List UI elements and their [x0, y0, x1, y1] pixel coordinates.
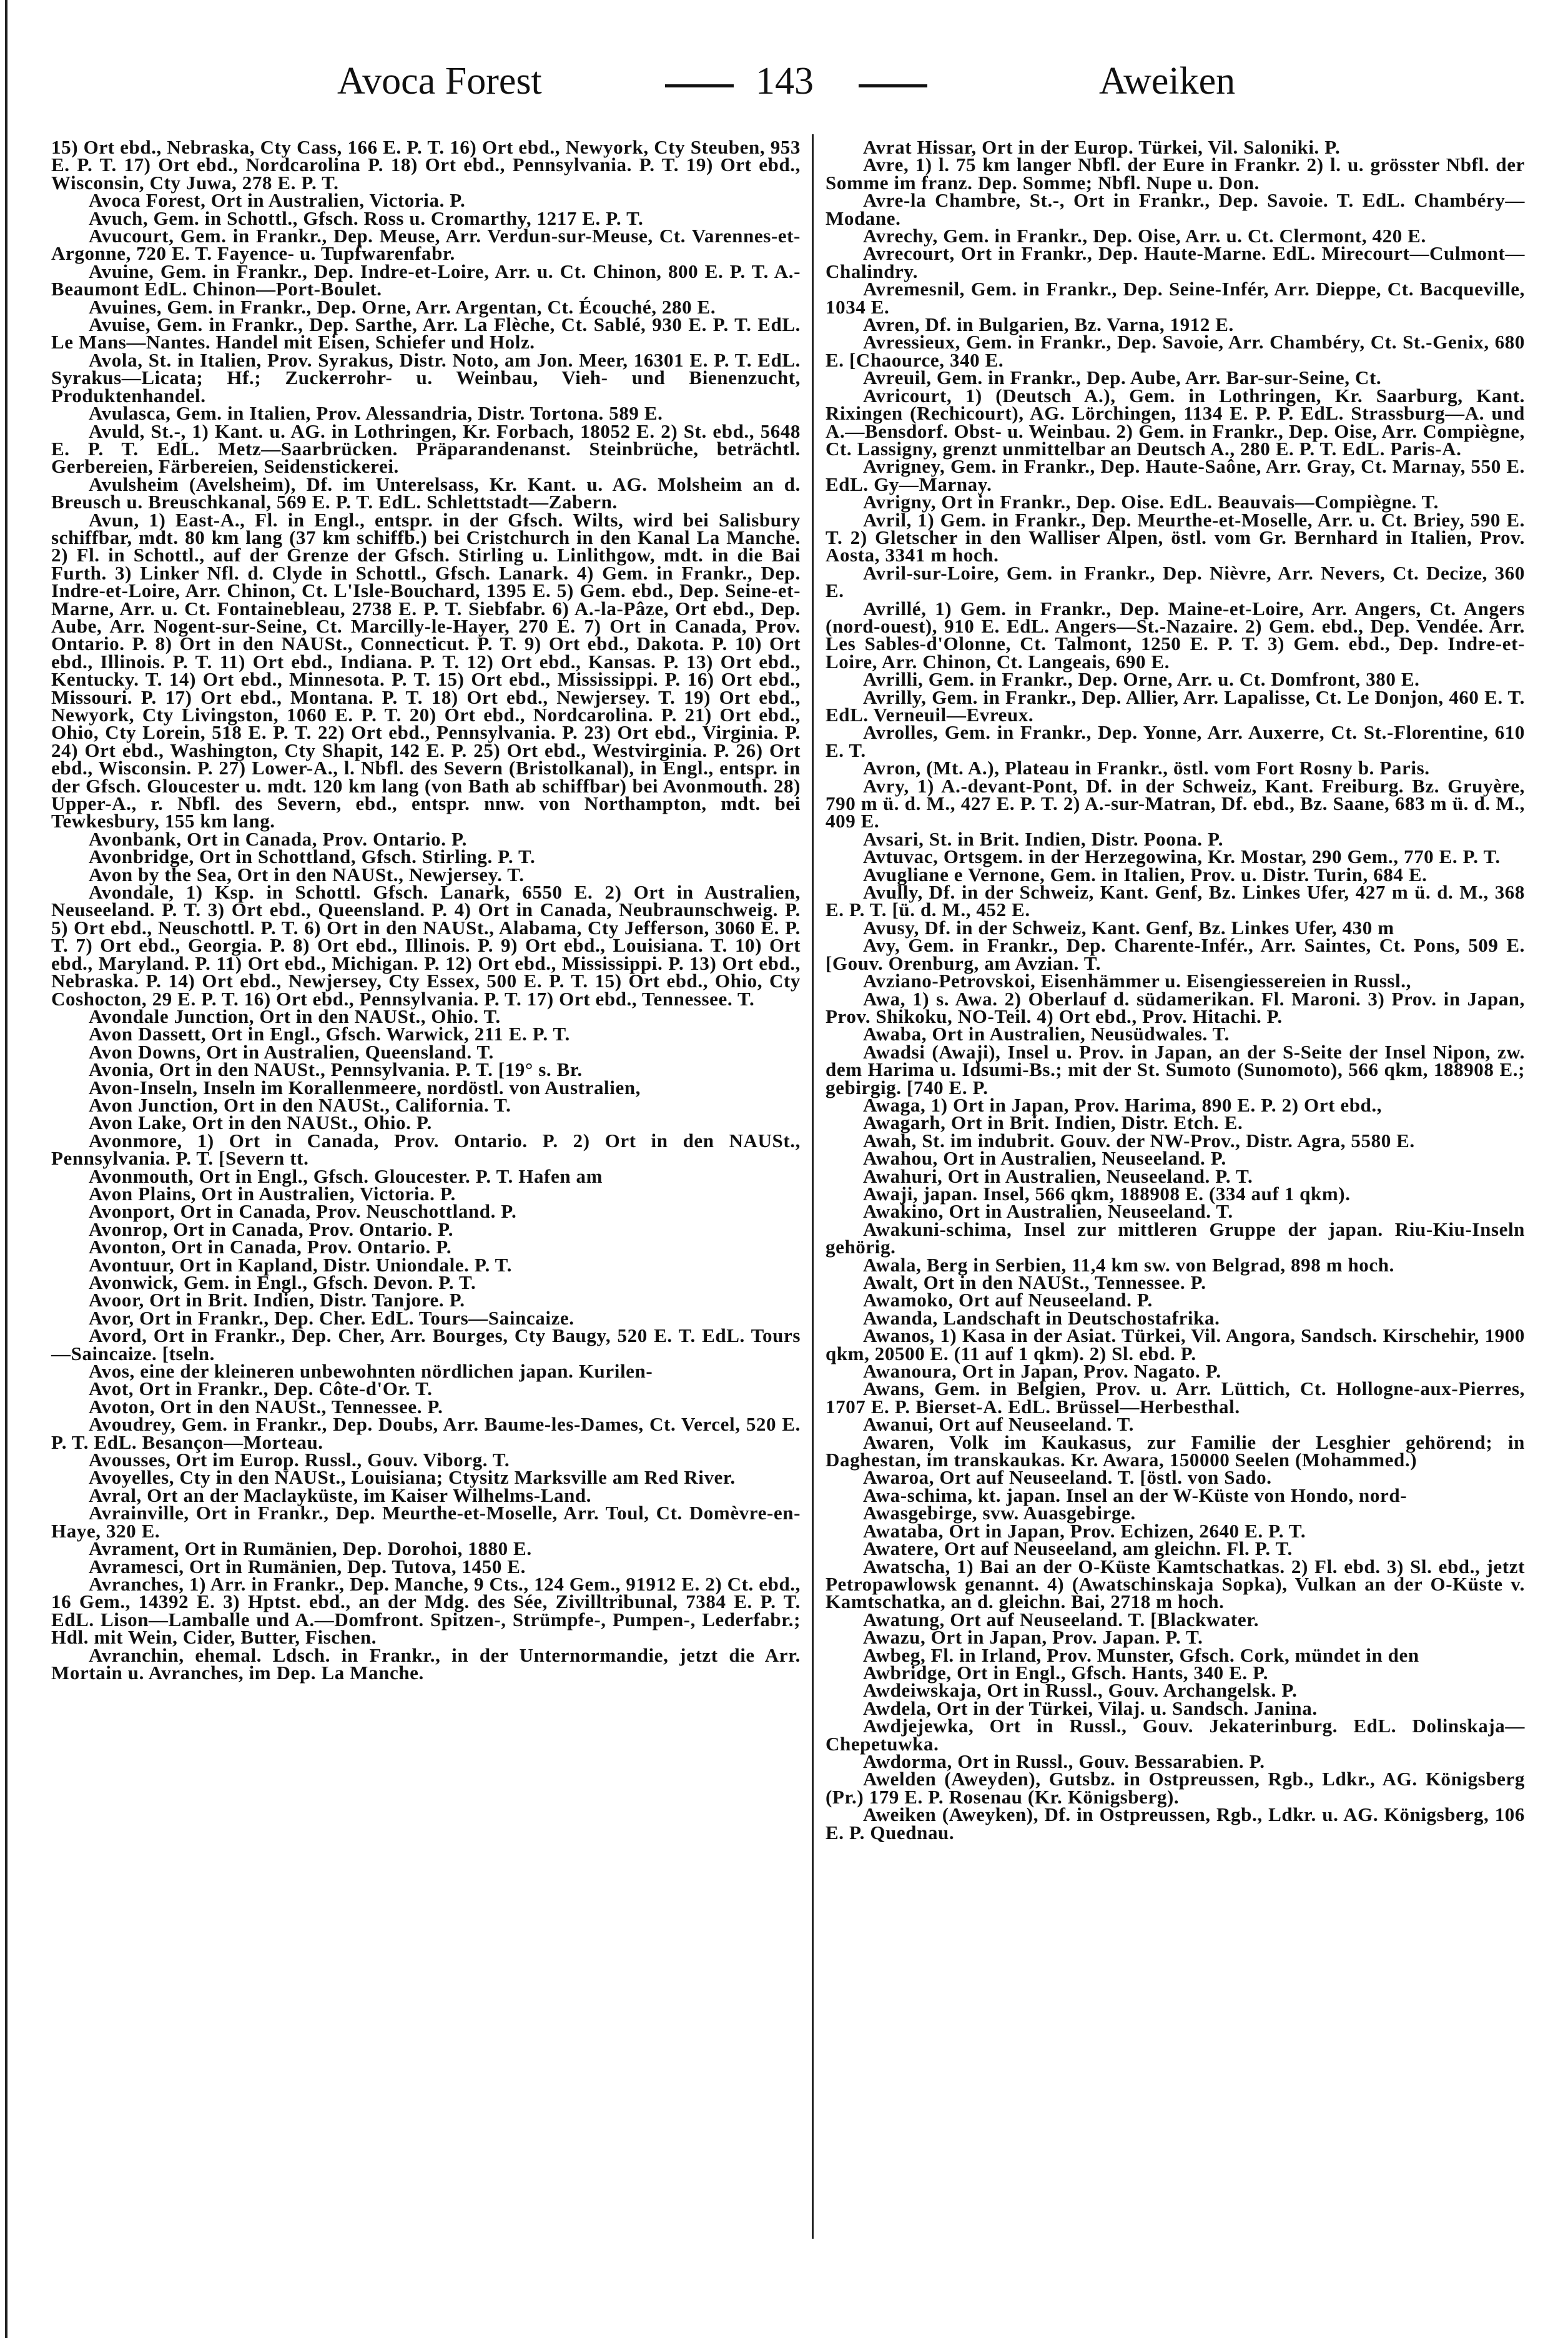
entry-text: Ort in Frankr., Dep. Haute-Marne. EdL. Mirecourt—Culmont—Chalindry.	[826, 242, 1525, 282]
entry-text: 1) s. Awa. 2) Oberlauf d. südamerikan. Fl. Maroni. 3) Prov. in Japan, Prov. Shikoku, NO-Teil. 4) Ort ebd., Prov. Hitachi. P.	[826, 987, 1525, 1027]
entry-text: Gem. in Frankr., Dep. Oise, Arr. u. Ct. Clermont, 420 E.	[937, 225, 1426, 247]
entry-text: Ort auf Neuseeland. P.	[953, 1289, 1153, 1311]
entry-headword: Awa,	[863, 987, 906, 1010]
entry-text: Gem. in Frankr., Dep. Allier, Arr. Lapalisse, Ct. Le Donjon, 460 E. T. EdL. Verneuil—Evreux.	[826, 686, 1525, 726]
entry-text: St. in Brit. Indien, Distr. Poona. P.	[924, 827, 1224, 850]
entry-text: Ort in den NAUSt., Tennessee. P.	[155, 1395, 443, 1418]
entry-text: Ort auf Neuseeland. T. [östl. von Sado.	[934, 1466, 1272, 1489]
entry-headword: Avon by the Sea,	[89, 863, 232, 885]
entry-text: Ort in Engl., Gfsch. Gloucester. P. T. Hafen am	[194, 1165, 603, 1187]
entry-text: Ort in Russl., Gouv. Archangelsk. P.	[982, 1679, 1298, 1702]
entry-text: Gem. in Italien, Prov. u. Distr. Turin, 684 E.	[1045, 863, 1427, 885]
entry-text: Ort in Australien, Victoria. P.	[196, 1182, 456, 1205]
entry-headword: Avral,	[89, 1484, 142, 1506]
entry-text: Ort an der Maclayküste, im Kaiser Wilhelms-Land.	[141, 1484, 592, 1506]
entry-headword: Avranches,	[89, 1572, 184, 1595]
entry-headword: Avrament,	[89, 1537, 180, 1560]
entry-headword: Avrolles,	[863, 721, 939, 744]
entry-headword: Awakino,	[863, 1200, 944, 1223]
entry-headword: Avuine,	[89, 260, 154, 282]
entry-headword: Awdeiwskaja,	[863, 1679, 982, 1702]
entry-headword: Avusy,	[863, 916, 920, 939]
gazetteer-entry	[826, 1218, 1525, 1258]
entry-text: 1) Ksp. in Schottl. Gfsch. Lanark, 6550 E. 2) Ort in Australien, Neuseeland. P. T. 3) Ort ebd., Queensland. P. 4) Ort in Canada, Neubraunschweig. P. 5) Ort ebd., Neuschottl. P. T. 6) Ort in den NAUSt., Alabama, Cty Jefferson, 3060 E. P. T. 7) Ort ebd., Georgia. P. 8) Ort ebd., Illinois. P. 9) Ort ebd., Louisiana. T. 10) Ort ebd., Maryland. P. 11) Ort ebd., Michigan. P. 12) Ort ebd., Mississippi. P. 13) Ort ebd., Nebraska. P. 14) Ort ebd., Newjersey, Cty Essex, 500 E. P. T. 15) Ort ebd., Ohio, Cty Coshocton, 29 E. P. T. 16) Ort ebd., Pennsylvania. P. T. 17) Ort ebd., Tennessee. T.	[51, 881, 801, 1010]
entry-text: Df. in der Schweiz, Kant. Genf, Bz. Linkes Ufer, 430 m	[919, 916, 1394, 939]
entry-headword: Avre-la Chambre, St.-,	[863, 189, 1065, 212]
entry-headword: Avziano-Petrovskoi,	[863, 970, 1036, 992]
entry-headword: Avuines,	[89, 295, 162, 318]
entry-headword: Avulsheim (Avelsheim),	[89, 473, 296, 495]
entry-text: Ort in den NAUSt., Pennsylvania. P. T. [19° s. Br.	[154, 1058, 583, 1081]
entry-headword: Awdela,	[863, 1697, 932, 1719]
entry-text: Ort auf Neuseeland. T. [Blackwater.	[944, 1608, 1260, 1630]
entry-text: Ort im Europ. Russl., Gouv. Viborg. T.	[170, 1449, 510, 1471]
entry-text: Gem. in Frankr., Dep. Nièvre, Arr. Nevers, Ct. Decize, 360 E.	[826, 561, 1525, 602]
gazetteer-entry	[826, 774, 1525, 832]
entry-text: Ort in Brit. Indien, Distr. Etch. E.	[945, 1112, 1243, 1134]
entry-headword: Awagarh,	[863, 1112, 946, 1134]
entry-headword: Avola,	[89, 348, 143, 371]
entry-headword: Avon-Inseln,	[89, 1076, 198, 1098]
entry-headword: Avrechy,	[863, 225, 938, 247]
entry-headword: Awah,	[863, 1129, 917, 1152]
entry-headword: Avuld, St.-,	[89, 420, 186, 442]
entry-text: Ort in Japan, Prov. Japan. P. T.	[925, 1626, 1203, 1649]
entry-headword: Avrillé,	[863, 597, 927, 619]
entry-text: 1) Ort in Japan, Prov. Harima, 890 E. P. 2) Ort ebd.,	[925, 1093, 1383, 1116]
entry-text: Ort in Kapland, Distr. Uniondale. P. T.	[174, 1253, 513, 1276]
entry-text: Df. in Bulgarien, Bz. Varna, 1912 E.	[920, 313, 1234, 336]
entry-headword: Avrat Hissar,	[863, 136, 977, 158]
entry-headword: Avoca Forest,	[89, 189, 206, 212]
entry-headword: Avonmore,	[89, 1129, 182, 1152]
entry-headword: Avon Downs,	[89, 1040, 202, 1063]
entry-text: 1) Kasa in der Asiat. Türkei, Vil. Angora, Sandsch. Kirschehir, 1900 qkm, 20500 E. (11 auf 1 qkm). 2) Sl. ebd. P.	[826, 1324, 1525, 1364]
gazetteer-entry	[826, 384, 1525, 460]
entry-headword: Avreuil,	[863, 367, 932, 389]
entry-text: Ort in Australien, Neusüdwales. T.	[927, 1023, 1230, 1045]
entry-text: Ort in Frankr., Dep. Savoie. T. EdL. Chambéry—Modane.	[826, 189, 1526, 229]
entry-text: Gem. in Frankr., Dep. Sarthe, Arr. La Flèche, Ct. Sablé, 930 E. P. T. EdL. Le Mans—Nantes. Handel mit Eisen, Schiefer und Holz.	[51, 313, 801, 353]
entry-text: japan. Insel, 566 qkm, 188908 E. (334 auf 1 qkm).	[918, 1182, 1351, 1205]
entry-text: Ort auf Neuseeland, am gleichn. Fl. P. T.	[939, 1537, 1293, 1560]
entry-text: 1) Arr. in Frankr., Dep. Manche, 9 Cts., 124 Gem., 91912 E. 2) Ct. ebd., 16 Gem., 14392 E. 3) Hptst. ebd., an der Mdg. des Sée, Zivilltribunal, 7384 E. P. T. EdL. Lison—Lamballe und A.—Domfront. Spitzen-, Strümpfe-, Pumpen-, Lederfabr.; Hdl. mit Wein, Cider, Butter, Fischen.	[51, 1572, 801, 1649]
page-header	[0, 59, 1568, 116]
entry-text: Ort in Frankr., Dep. Meurthe-et-Moselle, Arr. Toul, Ct. Domèvre-en-Haye, 320 E.	[51, 1502, 801, 1542]
entry-headword: Avord,	[89, 1324, 147, 1347]
entry-text: 15) Ort ebd., Nebraska, Cty Cass, 166 E. P. T. 16) Ort ebd., Newyork, Cty Steuben, 953 E. P. T. 17) Ort ebd., Nordcarolina P. 18) Ort ebd., Pennsylvania. P. T. 19) Ort ebd., Wisconsin, Cty Juwa, 278 E. P. T.	[51, 136, 801, 194]
entry-text: Ort in Frankr., Dep. Cher, Arr. Bourges, Cty Baugy, 520 E. T. EdL. Tours—Saincaize. [tseln.	[51, 1324, 801, 1364]
entry-headword: Awamoko,	[863, 1289, 954, 1311]
gazetteer-entry	[51, 881, 801, 1010]
gazetteer-entry	[826, 455, 1525, 495]
gazetteer-entry	[826, 1803, 1525, 1843]
gazetteer-entry	[51, 1129, 801, 1170]
entry-text: Insel u. Prov. in Japan, an der S-Seite der Insel Nipon, zw. dem Harima u. Idsumi-Bs.; mit der St. Sumoto (Sunomoto), 566 qkm, 188908 E.; gebirgig. [740 E. P.	[826, 1040, 1525, 1098]
gazetteer-entry	[826, 686, 1525, 726]
entry-text: Ort in Canada, Prov. Ontario. P.	[181, 827, 467, 850]
entry-text: Gem. in Frankr., Dep. Orne, Arr. u. Ct. Domfront, 380 E.	[923, 668, 1420, 691]
entry-headword: Avondale,	[89, 881, 174, 904]
gazetteer-entry	[826, 1770, 1525, 1806]
entry-headword: Awanui,	[863, 1413, 934, 1436]
gazetteer-entry	[826, 1324, 1525, 1364]
entry-headword: Avramesci,	[89, 1555, 184, 1577]
entry-text: St. in Italien, Prov. Syrakus, Distr. Noto, am Jon. Meer, 16301 E. P. T. EdL. Syrakus—Licata; Hf.; Zuckerrohr- u. Weinbau, Vieh- und Bienenzucht, Produktenhandel.	[51, 348, 801, 407]
gazetteer-entry	[51, 260, 801, 300]
entry-headword: Avtuvac,	[863, 846, 939, 868]
entry-text: Ort in Australien, Neuseeland. T.	[944, 1200, 1233, 1223]
entry-headword: Awa-schima,	[863, 1484, 973, 1506]
entry-text: Ort in Russl., Gouv. Bessarabien. P.	[952, 1750, 1265, 1772]
entry-text: St. im indubrit. Gouv. der NW-Prov., Distr. Agra, 5580 E.	[916, 1129, 1415, 1152]
entry-headword: Avy,	[863, 934, 900, 957]
gazetteer-entry	[826, 189, 1526, 229]
entry-text: Gem. in Frankr., Dep. Doubs, Arr. Baume-les-Dames, Ct. Vercel, 520 E. P. T. EdL. Besançon—Morteau.	[51, 1413, 801, 1453]
entry-text: Landschaft in Deutschostafrika.	[937, 1306, 1220, 1329]
entry-text: Ort in Frankr., Dep. Oise. EdL. Beauvais—Compiègne. T.	[936, 491, 1439, 513]
entry-text: Df. im Unterelsass, Kr. Kant. u. AG. Molsheim an d. Breusch u. Breuschkanal, 569 E. P. T. EdL. Schlettstadt—Zabern.	[51, 473, 801, 513]
gazetteer-entry	[51, 1504, 801, 1540]
entry-text: kt. japan. Insel an der W-Küste von Hondo, nord-	[972, 1484, 1408, 1506]
entry-headword: Awahou,	[863, 1147, 938, 1170]
left-column	[51, 136, 801, 1684]
entry-headword: Avousses,	[89, 1449, 171, 1471]
entry-text: 1) Gem. in Frankr., Dep. Meurthe-et-Moselle, Arr. u. Ct. Briey, 590 E. T. 2) Gletscher in den Walliser Alpen, östl. vom Gr. Bernhard in Italien, Prov. Aosta, 3341 m hoch.	[826, 508, 1525, 566]
entry-headword: Avoor,	[89, 1289, 144, 1311]
gazetteer-entry	[51, 1324, 801, 1364]
column-divider	[812, 134, 814, 2239]
entry-headword: Awataba,	[863, 1519, 944, 1542]
entry-headword: Avron,	[863, 757, 921, 779]
entry-text: Ort in Russl., Gouv. Jekaterinburg. EdL. Dolinskaja—Chepetuwka.	[826, 1715, 1525, 1755]
gazetteer-entry	[826, 1380, 1525, 1416]
entry-text: 1) (Deutsch A.), Gem. in Lothringen, Kr. Saarburg, Kant. Rixingen (Rechicourt), AG. Lörchingen, 1134 E. P. P. EdL. Strassburg—A. und A.—Bensdorf. Obst- u. Weinbau. 2) Gem. in Frankr., Dep. Oise, Arr. Compiègne, Ct. Lassigny, grenzt unmittelbar an Deutsch A., 280 E. P. T. EdL. Paris-A.	[826, 384, 1525, 460]
gazetteer-entry	[826, 508, 1525, 566]
entry-text: Gem. in Frankr., Dep. Savoie, Arr. Chambéry, Ct. St.-Genix, 680 E. [Chaource, 340 E.	[826, 331, 1525, 371]
entry-headword: Avonbridge,	[89, 846, 194, 868]
entry-headword: Avrilly,	[863, 686, 927, 708]
entry-text: Ort in Frankr., Dep. Cher. EdL. Tours—Saincaize.	[134, 1306, 574, 1329]
entry-text: Volk im Kaukasus, zur Familie der Lesghier gehörend; in Daghestan, im transkaukas. Kr. Awara, 150000 Seelen (Mohammed.)	[826, 1431, 1525, 1471]
entry-text: Ort in Canada, Prov. Neuschottland. P.	[175, 1200, 517, 1223]
gazetteer-entry	[51, 1572, 801, 1649]
entry-headword: Avuch,	[89, 207, 149, 229]
gazetteer-entry	[826, 333, 1525, 369]
entry-headword: Awbeg,	[863, 1644, 926, 1666]
entry-text: Gem. in Italien, Prov. Alessandria, Distr. Tortona. 589 E.	[170, 402, 663, 425]
entry-headword: Awdorma,	[863, 1750, 952, 1772]
entry-text: Ort in den NAUSt., Tennessee. P.	[918, 1271, 1206, 1293]
gazetteer-entry	[826, 280, 1525, 316]
entry-headword: Avonbank,	[89, 827, 182, 850]
entry-text: Gem. in Frankr., Dep. Seine-Infér, Arr. Dieppe, Ct. Bacqueville, 1034 E.	[826, 278, 1525, 318]
entry-headword: Avrainville,	[89, 1502, 189, 1524]
entry-headword: Awdjejewka,	[863, 1715, 974, 1737]
entry-headword: Avon Junction,	[89, 1093, 219, 1116]
entry-headword: Awans,	[863, 1378, 925, 1400]
entry-text: Gem. in Frankr., Dep. Aube, Arr. Bar-sur-Seine, Ct.	[931, 367, 1382, 389]
entry-headword: Avon Dassett,	[89, 1023, 207, 1045]
entry-text: Gem. in Frankr., Dep. Haute-Saône, Arr. Gray, Ct. Marnay, 550 E. EdL. Gy—Marnay.	[826, 455, 1525, 495]
entry-text: Fl. in Irland, Prov. Munster, Gfsch. Cork, mündet in den	[925, 1644, 1419, 1666]
entry-headword: Avot,	[89, 1378, 134, 1400]
entry-headword: Avor,	[89, 1306, 134, 1329]
right-column	[826, 136, 1526, 1843]
entry-headword: Avren,	[863, 313, 920, 336]
entry-text: Ort auf Neuseeland. T.	[934, 1413, 1134, 1436]
entry-headword: Avoudrey,	[89, 1413, 176, 1436]
running-head-first-entry: Avoca Forest	[337, 60, 542, 102]
entry-headword: Avonport,	[89, 1200, 175, 1223]
entry-text: Ort in Brit. Indien, Distr. Tanjore. P.	[144, 1289, 465, 1311]
entry-text: Ort in den NAUSt., Newjersey. T.	[232, 863, 525, 885]
entry-text: Ort in Engl., Gfsch. Hants, 340 E. P.	[951, 1661, 1269, 1684]
entry-headword: Avon Lake,	[89, 1112, 187, 1134]
entry-text: Ort in den NAUSt., Ohio. P.	[187, 1112, 432, 1134]
entry-text: Gem. in Schottl., Gfsch. Ross u. Cromarthy, 1217 E. P. T.	[148, 207, 644, 229]
page-number: 143	[756, 60, 814, 102]
entry-headword: Awatung,	[863, 1608, 945, 1630]
entry-headword: Awalt,	[863, 1271, 919, 1293]
entry-headword: Avsari,	[863, 827, 924, 850]
entry-headword: Avugliane e Vernone,	[863, 863, 1045, 885]
entry-text: Ort in Schottland, Gfsch. Stirling. P. T.	[194, 846, 536, 868]
gazetteer-entry	[826, 934, 1525, 974]
entry-headword: Avun,	[89, 508, 139, 531]
entry-headword: Awahuri,	[863, 1165, 943, 1187]
entry-headword: Avonrop,	[89, 1218, 168, 1240]
entry-text: Ort in Rumänien, Dep. Dorohoi, 1880 E.	[179, 1537, 532, 1560]
entry-text: Ort in Canada, Prov. Ontario. P.	[165, 1236, 452, 1258]
entry-text: Ort in Engl., Gfsch. Warwick, 211 E. P. T.	[206, 1023, 570, 1045]
entry-text: svw. Auasgebirge.	[977, 1502, 1136, 1524]
entry-text: Berg in Serbien, 11,4 km sw. von Belgrad, 898 m hoch.	[921, 1253, 1394, 1276]
entry-text: 1) Bai an der O-Küste Kamtschatkas. 2) Fl. ebd. 3) Sl. ebd., jetzt Petropawlowsk genannt. 4) (Awatschinskaja Sopka), Vulkan an der O-Küste v. Kamtschatka, an d. gleichn. Bai, 2718 m hoch.	[826, 1555, 1525, 1613]
entry-headword: Awaji,	[863, 1182, 919, 1205]
entry-headword: Avril-sur-Loire,	[863, 561, 1000, 584]
gazetteer-entry	[51, 313, 801, 353]
entry-headword: Avrigney,	[863, 455, 945, 478]
entry-headword: Avry,	[863, 774, 909, 797]
entry-text: Gem. in Frankr., Dep. Orne, Arr. Argentan, Ct. Écouché, 280 E.	[162, 295, 716, 318]
entry-text: Ortsgem. in der Herzegowina, Kr. Mostar, 290 Gem., 770 E. P. T.	[938, 846, 1501, 868]
entry-headword: Awadsi (Awaji),	[863, 1040, 1001, 1063]
entry-headword: Awanda,	[863, 1306, 938, 1329]
entry-headword: Avrilli,	[863, 668, 924, 691]
entry-text: Insel zur mittleren Gruppe der japan. Riu-Kiu-Inseln gehörig.	[826, 1218, 1525, 1258]
entry-text: Ort in Canada, Prov. Ontario. P.	[167, 1218, 454, 1240]
entry-headword: Avondale Junction,	[89, 1005, 255, 1027]
gazetteer-entry	[826, 561, 1525, 602]
entry-headword: Avoyelles,	[89, 1466, 175, 1489]
entry-text: Ort in Australien, Victoria. P.	[205, 189, 466, 212]
entry-headword: Awala,	[863, 1253, 922, 1276]
gazetteer-entry	[826, 881, 1525, 921]
entry-text: Eisenhämmer u. Eisengiessereien in Russl.,	[1035, 970, 1411, 992]
gazetteer-entry	[51, 420, 801, 478]
entry-text: Df. in der Schweiz, Kant. Genf, Bz. Linkes Ufer, 427 m ü. d. M., 368 E. P. T. [ü. d. M., 452 E.	[826, 881, 1525, 921]
entry-headword: Avontuur,	[89, 1253, 175, 1276]
entry-text: Ort in der Europ. Türkei, Vil. Saloniki. P.	[976, 136, 1341, 158]
entry-text: Ort in Rumänien, Dep. Tutova, 1450 E.	[184, 1555, 526, 1577]
entry-text: Gem. in Frankr., Dep. Charente-Infér., Arr. Saintes, Ct. Pons, 509 E. [Gouv. Orenburg, am Avzian. T.	[826, 934, 1525, 974]
entry-text: Ort in Japan, Prov. Echizen, 2640 E. P. T.	[944, 1519, 1306, 1542]
entry-headword: Awazu,	[863, 1626, 926, 1649]
entry-text: eine der kleineren unbewohnten nördlichen japan. Kurilen-	[134, 1360, 653, 1383]
entry-text: Ort in Frankr., Dep. Côte-d'Or. T.	[134, 1378, 433, 1400]
gazetteer-entry	[51, 508, 801, 832]
gazetteer-entry	[826, 1555, 1525, 1613]
entry-text: Ort in Australien, Neuseeland. P. T.	[942, 1165, 1253, 1187]
entry-text: Ort in Australien, Queensland. T.	[201, 1040, 494, 1063]
entry-headword: Avucourt,	[89, 225, 174, 247]
entry-headword: Avulasca,	[89, 402, 171, 425]
entry-headword: Awaroa,	[863, 1466, 935, 1489]
entry-text: Ort in den NAUSt., Ohio. T.	[254, 1005, 501, 1027]
entry-headword: Avon Plains,	[89, 1182, 196, 1205]
gazetteer-entry	[826, 1717, 1525, 1753]
gazetteer-entry	[51, 1644, 801, 1684]
entry-text: Gem. in Frankr., Dep. Meuse, Arr. Verdun-sur-Meuse, Ct. Varennes-et-Argonne, 720 E. T. Fayence- u. Tupfwarenfabr.	[51, 225, 801, 265]
entry-headword: Avoton,	[89, 1395, 155, 1418]
entry-headword: Avre,	[863, 154, 909, 176]
entry-text: ehemal. Ldsch. in Frankr., in der Unternormandie, jetzt die Arr. Mortain u. Avranches, im Dep. La Manche.	[51, 1644, 801, 1684]
gazetteer-entry	[826, 597, 1525, 673]
scan-edge	[5, 0, 7, 2338]
entry-headword: Avricourt,	[863, 384, 952, 407]
entry-headword: Avremesnil,	[863, 278, 965, 300]
header-dash	[665, 84, 734, 87]
entry-headword: Avrigny,	[863, 491, 937, 513]
entry-headword: Avonmouth,	[89, 1165, 194, 1187]
gazetteer-entry	[826, 242, 1525, 282]
entry-text: Gutsbz. in Ostpreussen, Rgb., Ldkr., AG. Königsberg (Pr.) 179 E. P. Rosenau (Kr. Königsberg).	[826, 1768, 1526, 1808]
gazetteer-entry	[51, 136, 801, 194]
running-head-last-entry: Aweiken	[1099, 60, 1236, 102]
entry-text: 1) Gem. in Frankr., Dep. Maine-et-Loire, Arr. Angers, Ct. Angers (nord-ouest), 910 E. EdL. Angers—St.-Nazaire. 2) Gem. ebd., Dep. Vendée. Arr. Les Sables-d'Olonne, Ct. Talmont, 1250 E. P. T. 3) Gem. ebd., Dep. Indre-et-Loire, Arr. Chinon, Ct. Langeais, 690 E.	[826, 597, 1525, 673]
gazetteer-entry	[51, 348, 801, 407]
entry-text: Ort in Japan, Prov. Nagato. P.	[957, 1360, 1221, 1383]
entry-text: Gem. in Engl., Gfsch. Devon. P. T.	[178, 1271, 476, 1293]
entry-headword: Avonton,	[89, 1236, 166, 1258]
gazetteer-entry	[51, 227, 801, 263]
entry-headword: Avully,	[863, 881, 923, 904]
entry-text: Ort in Australien, Neuseeland. P.	[937, 1147, 1226, 1170]
entry-headword: Avressieux,	[863, 331, 961, 353]
entry-headword: Awasgebirge,	[863, 1502, 978, 1524]
entry-headword: Aweiken (Aweyken),	[863, 1803, 1039, 1826]
entry-text: Ort in den NAUSt., California. T.	[218, 1093, 511, 1116]
gazetteer-entry	[826, 156, 1525, 192]
entry-text: Ort in der Türkei, Vilaj. u. Sandsch. Janina.	[931, 1697, 1318, 1719]
entry-text: (Mt. A.), Plateau in Frankr., östl. vom Fort Rosny b. Paris.	[920, 757, 1430, 779]
entry-text: Cty in den NAUSt., Louisiana; Ctysitz Marksville am Red River.	[174, 1466, 736, 1489]
gazetteer-entry	[826, 721, 1525, 761]
entry-headword: Avonia,	[89, 1058, 154, 1081]
header-dash	[859, 84, 927, 87]
entry-headword: Awaga,	[863, 1093, 926, 1116]
entry-headword: Awanos,	[863, 1324, 935, 1347]
entry-text: Gem. in Belgien, Prov. u. Arr. Lüttich, Ct. Hollogne-aux-Pierres, 1707 E. P. Bierset-A. EdL. Brüssel—Herbesthal.	[826, 1378, 1525, 1418]
entry-headword: Awaren,	[863, 1431, 935, 1453]
entry-headword: Awakuni-schima,	[863, 1218, 1012, 1240]
gazetteer-entry	[51, 473, 801, 513]
entry-text: 1) l. 75 km langer Nbfl. der Eure in Frankr. 2) l. u. grösster Nbfl. der Somme im franz. Dep. Somme; Nbfl. Nupe u. Don.	[826, 154, 1525, 194]
gazetteer-entry	[826, 1040, 1525, 1098]
entry-text: 1) A.-devant-Pont, Df. in der Schweiz, Kant. Freiburg. Bz. Gruyère, 790 m ü. d. M., 427 E. P. T. 2) A.-sur-Matran, Df. ebd., Bz. Saane, 683 m ü. d. M., 409 E.	[826, 774, 1525, 832]
gazetteer-entry	[826, 1431, 1525, 1471]
entry-headword: Awelden (Aweyden),	[863, 1768, 1041, 1790]
entry-headword: Avonwick,	[89, 1271, 179, 1293]
entry-text: Df. in Ostpreussen, Rgb., Ldkr. u. AG. Königsberg, 106 E. P. Quednau.	[826, 1803, 1525, 1843]
entry-headword: Awaba,	[863, 1023, 927, 1045]
entry-headword: Awbridge,	[863, 1661, 952, 1684]
entry-text: Gem. in Frankr., Dep. Indre-et-Loire, Arr. u. Ct. Chinon, 800 E. P. T. A.-Beaumont EdL. Chinon—Port-Boulet.	[51, 260, 801, 300]
entry-headword: Avril,	[863, 508, 912, 531]
entry-headword: Avranchin,	[89, 1644, 184, 1666]
entry-text: 1) Ort in Canada, Prov. Ontario. P. 2) Ort in den NAUSt., Pennsylvania. P. T. [Severn tt.	[51, 1129, 801, 1170]
entry-headword: Awatscha,	[863, 1555, 951, 1577]
entry-text: 1) Kant. u. AG. in Lothringen, Kr. Forbach, 18052 E. 2) St. ebd., 5648 E. P. T. EdL. Metz—Saarbrücken. Präparandenanst. Steinbrüche, beträchtl. Gerbereien, Färbereien, Seidenstickerei.	[51, 420, 801, 478]
entry-text: Gem. in Frankr., Dep. Yonne, Arr. Auxerre, Ct. St.-Florentine, 610 E. T.	[826, 721, 1525, 761]
gazetteer-entry	[51, 1413, 801, 1453]
entry-headword: Avos,	[89, 1360, 135, 1383]
entry-headword: Avrecourt,	[863, 242, 955, 265]
entry-text: 1) East-A., Fl. in Engl., entspr. in der Gfsch. Wilts, wird bei Salisbury schiffbar, mdt. 80 km lang (37 km schiffb.) bei Cristchurch in den Kanal La Manche. 2) Fl. in Schottl., auf der Grenze der Gfsch. Stirling u. Linlithgow, mdt. in die Bai Furth. 3) Linker Nfl. d. Clyde in Schottl., Gfsch. Lanark. 4) Gem. in Frankr., Dep. Indre-et-Loire, Arr. Chinon, Ct. L'Isle-Bouchard, 1395 E. 5) Gem. ebd., Dep. Seine-et-Marne, Arr. u. Ct. Fontainebleau, 2738 E. P. T. Siebfabr. 6) A.-la-Pâze, Ort ebd., Dep. Aube, Arr. Nogent-sur-Seine, Ct. Marcilly-le-Hayer, 270 E. 7) Ort in Canada, Prov. Ontario. P. 8) Ort in den NAUSt., Connecticut. P. T. 9) Ort ebd., Dakota. P. 10) Ort ebd., Illinois. P. T. 11) Ort ebd., Indiana. P. T. 12) Ort ebd., Kansas. P. 13) Ort ebd., Kentucky. T. 14) Ort ebd., Minnesota. P. T. 15) Ort ebd., Mississippi. P. 16) Ort ebd., Missouri. P. 17) Ort ebd., Montana. P. T. 18) Ort ebd., Newjersey. T. 19) Ort ebd., Newyork, Cty Livingston, 1060 E. P. T. 20) Ort ebd., Nordcarolina. P. 21) Ort ebd., Ohio, Cty Lorein, 518 E. P. T. 22) Ort ebd., Pennsylvania. P. 23) Ort ebd., Virginia. P. 24) Ort ebd., Washington, Cty Shapit, 142 E. P. 25) Ort ebd., Westvirginia. P. 26) Ort ebd., Wisconsin. P. 27) Lower-A., l. Nbfl. des Severn (Bristolkanal), in Engl., entspr. in der Gfsch. Gloucester u. mdt. 120 km lang (von Bath ab schiffbar) bei Avonmouth. 28) Upper-A., r. Nbfl. des Severn, ebd., entspr. nnw. von Northampton, mdt. bei Tewkesbury, 155 km lang.	[51, 508, 801, 832]
entry-headword: Awatere,	[863, 1537, 939, 1560]
entry-text: Inseln im Korallenmeere, nordöstl. von Australien,	[197, 1076, 641, 1098]
entry-headword: Awanoura,	[863, 1360, 957, 1383]
entry-headword: Avuise,	[89, 313, 151, 336]
gazetteer-entry	[826, 987, 1525, 1027]
